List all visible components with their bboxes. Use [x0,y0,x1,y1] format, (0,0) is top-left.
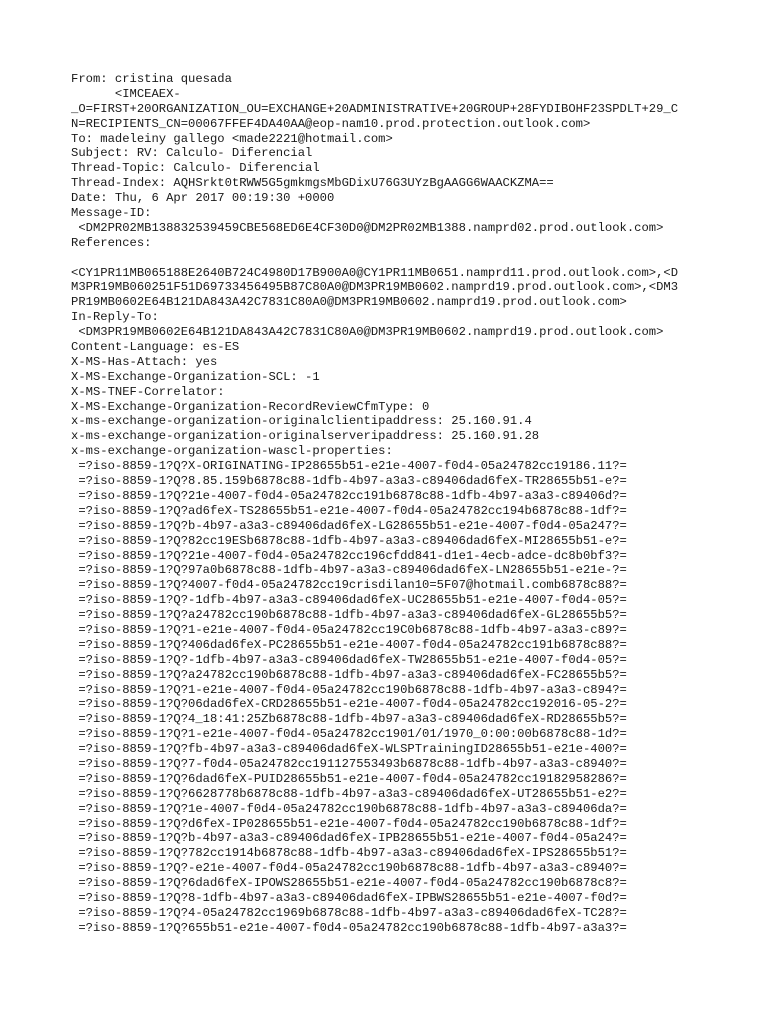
header-line-content-language: Content-Language: es-ES [71,340,240,355]
encoded-line: =?iso-8859-1?Q?1-e21e-4007-f0d4-05a24782cc19C0b6878c88-1dfb-4b97-a3a3-c89?= [71,622,627,637]
header-line-blank [71,251,711,266]
header-line-references: References: [71,235,152,250]
header-line-thread-topic: Thread-Topic: Calculo- Diferencial [71,161,320,176]
encoded-line: =?iso-8859-1?Q?ad6feX-TS28655b51-e21e-4007-f0d4-05a24782cc194b6878c88-1df?= [71,503,627,518]
header-line-subject: Subject: RV: Calculo- Diferencial [71,146,313,161]
header-line-date: Date: Thu, 6 Apr 2017 00:19:30 +0000 [71,191,335,206]
header-line-from-address-2: _O=FIRST+20ORGANIZATION_OU=EXCHANGE+20ADMINISTRATIVE+20GROUP+28FYDIBOHF23SPDLT+29_C [71,101,679,116]
encoded-line: =?iso-8859-1?Q?6628778b6878c88-1dfb-4b97-a3a3-c89406dad6feX-UT28655b51-e2?= [71,786,627,801]
encoded-line: =?iso-8859-1?Q?782cc1914b6878c88-1dfb-4b97-a3a3-c89406dad6feX-IPS28655b51?= [71,846,627,861]
header-line-references-value-3: PR19MB0602E64B121DA843A42C7831C80A0@DM3PR19MB0602.namprd19.prod.outlook.com> [71,295,627,310]
header-line-from-address-3: N=RECIPIENTS_CN=00067FFEF4DA40AA@eop-nam10.prod.protection.outlook.com> [71,116,591,131]
header-line-wascl-properties: x-ms-exchange-organization-wascl-properties: [71,444,393,459]
encoded-line: =?iso-8859-1?Q?655b51-e21e-4007-f0d4-05a24782cc190b6878c88-1dfb-4b97-a3a3?= [71,920,627,935]
encoded-line: =?iso-8859-1?Q?4007-f0d4-05a24782cc19crisdilan10=5F07@hotmail.comb6878c88?= [71,578,627,593]
encoded-line: =?iso-8859-1?Q?4-05a24782cc1969b6878c88-1dfb-4b97-a3a3-c89406dad6feX-TC28?= [71,905,627,920]
header-line-to: To: madeleiny gallego <made2221@hotmail.com> [71,131,393,146]
encoded-line: =?iso-8859-1?Q?21e-4007-f0d4-05a24782cc191b6878c88-1dfb-4b97-a3a3-c89406d?= [71,488,627,503]
encoded-line: =?iso-8859-1?Q?-1dfb-4b97-a3a3-c89406dad6feX-TW28655b51-e21e-4007-f0d4-05?= [71,652,627,667]
email-header-text [71,72,711,936]
header-line-references-value-2: M3PR19MB060251F51D69733456495B87C80A0@DM3PR19MB0602.namprd19.prod.outlook.com>,<DM3 [71,280,679,295]
header-line-record-review: X-MS-Exchange-Organization-RecordReviewCfmType: 0 [71,399,430,414]
encoded-line: =?iso-8859-1?Q?82cc19ESb6878c88-1dfb-4b97-a3a3-c89406dad6feX-MI28655b51-e?= [71,533,627,548]
header-line-in-reply-to: In-Reply-To: [71,310,159,325]
header-line-message-id: Message-ID: [71,206,152,221]
encoded-line: =?iso-8859-1?Q?a24782cc190b6878c88-1dfb-4b97-a3a3-c89406dad6feX-GL28655b5?= [71,608,627,623]
header-line-from: From: cristina quesada [71,72,232,86]
encoded-line: =?iso-8859-1?Q?X-ORIGINATING-IP28655b51-e21e-4007-f0d4-05a24782cc19186.11?= [71,459,627,474]
header-line-tnef-correlator: X-MS-TNEF-Correlator: [71,384,225,399]
encoded-line: =?iso-8859-1?Q?1-e21e-4007-f0d4-05a24782cc190b6878c88-1dfb-4b97-a3a3-c894?= [71,682,627,697]
encoded-line: =?iso-8859-1?Q?6dad6feX-IPOWS28655b51-e21e-4007-f0d4-05a24782cc190b6878c8?= [71,876,627,891]
encoded-line: =?iso-8859-1?Q?-e21e-4007-f0d4-05a24782cc190b6878c88-1dfb-4b97-a3a3-c8940?= [71,861,627,876]
encoded-line: =?iso-8859-1?Q?8.85.159b6878c88-1dfb-4b97-a3a3-c89406dad6feX-TR28655b51-e?= [71,474,627,489]
encoded-line: =?iso-8859-1?Q?-1dfb-4b97-a3a3-c89406dad6feX-UC28655b51-e21e-4007-f0d4-05?= [71,593,627,608]
header-line-in-reply-to-value: <DM3PR19MB0602E64B121DA843A42C7831C80A0@DM3PR19MB0602.namprd19.prod.outlook.com> [71,325,664,340]
encoded-line: =?iso-8859-1?Q?a24782cc190b6878c88-1dfb-4b97-a3a3-c89406dad6feX-FC28655b5?= [71,667,627,682]
header-line-from-address-1: <IMCEAEX- [71,86,181,101]
encoded-line: =?iso-8859-1?Q?4_18:41:25Zb6878c88-1dfb-4b97-a3a3-c89406dad6feX-RD28655b5?= [71,712,627,727]
header-line-thread-index: Thread-Index: AQHSrkt0tRWW5G5gmkmgsMbGDixU76G3UYzBgAAGG6WAACKZMA== [71,176,554,191]
encoded-line: =?iso-8859-1?Q?6dad6feX-PUID28655b51-e21e-4007-f0d4-05a24782cc19182958286?= [71,771,627,786]
header-line-has-attach: X-MS-Has-Attach: yes [71,354,218,369]
header-line-client-ip: x-ms-exchange-organization-originalclientipaddress: 25.160.91.4 [71,414,532,429]
encoded-line: =?iso-8859-1?Q?8-1dfb-4b97-a3a3-c89406dad6feX-IPBWS28655b51-e21e-4007-f0d?= [71,890,627,905]
encoded-line: =?iso-8859-1?Q?fb-4b97-a3a3-c89406dad6feX-WLSPTrainingID28655b51-e21e-400?= [71,742,627,757]
header-line-scl: X-MS-Exchange-Organization-SCL: -1 [71,369,320,384]
encoded-line: =?iso-8859-1?Q?d6feX-IP028655b51-e21e-4007-f0d4-05a24782cc190b6878c88-1df?= [71,816,627,831]
encoded-line: =?iso-8859-1?Q?1e-4007-f0d4-05a24782cc190b6878c88-1dfb-4b97-a3a3-c89406da?= [71,801,627,816]
encoded-line: =?iso-8859-1?Q?1-e21e-4007-f0d4-05a24782cc1901/01/1970_0:00:00b6878c88-1d?= [71,727,627,742]
encoded-line: =?iso-8859-1?Q?97a0b6878c88-1dfb-4b97-a3a3-c89406dad6feX-LN28655b51-e21e-?= [71,563,627,578]
encoded-line: =?iso-8859-1?Q?406dad6feX-PC28655b51-e21e-4007-f0d4-05a24782cc191b6878c88?= [71,637,627,652]
header-line-references-value-1: <CY1PR11MB065188E2640B724C4980D17B900A0@CY1PR11MB0651.namprd11.prod.outlook.com>,<D [71,265,679,280]
encoded-line: =?iso-8859-1?Q?b-4b97-a3a3-c89406dad6feX-LG28655b51-e21e-4007-f0d4-05a247?= [71,518,627,533]
encoded-line: =?iso-8859-1?Q?7-f0d4-05a24782cc191127553493b6878c88-1dfb-4b97-a3a3-c8940?= [71,756,627,771]
header-line-server-ip: x-ms-exchange-organization-originalserveripaddress: 25.160.91.28 [71,429,540,444]
header-line-message-id-value: <DM2PR02MB138832539459CBE568ED6E4CF30D0@DM2PR02MB1388.namprd02.prod.outlook.com> [71,220,664,235]
encoded-line: =?iso-8859-1?Q?b-4b97-a3a3-c89406dad6feX-IPB28655b51-e21e-4007-f0d4-05a24?= [71,831,627,846]
encoded-line: =?iso-8859-1?Q?21e-4007-f0d4-05a24782cc196cfdd841-d1e1-4ecb-adce-dc8b0bf3?= [71,548,627,563]
encoded-line: =?iso-8859-1?Q?06dad6feX-CRD28655b51-e21e-4007-f0d4-05a24782cc192016-05-2?= [71,697,627,712]
